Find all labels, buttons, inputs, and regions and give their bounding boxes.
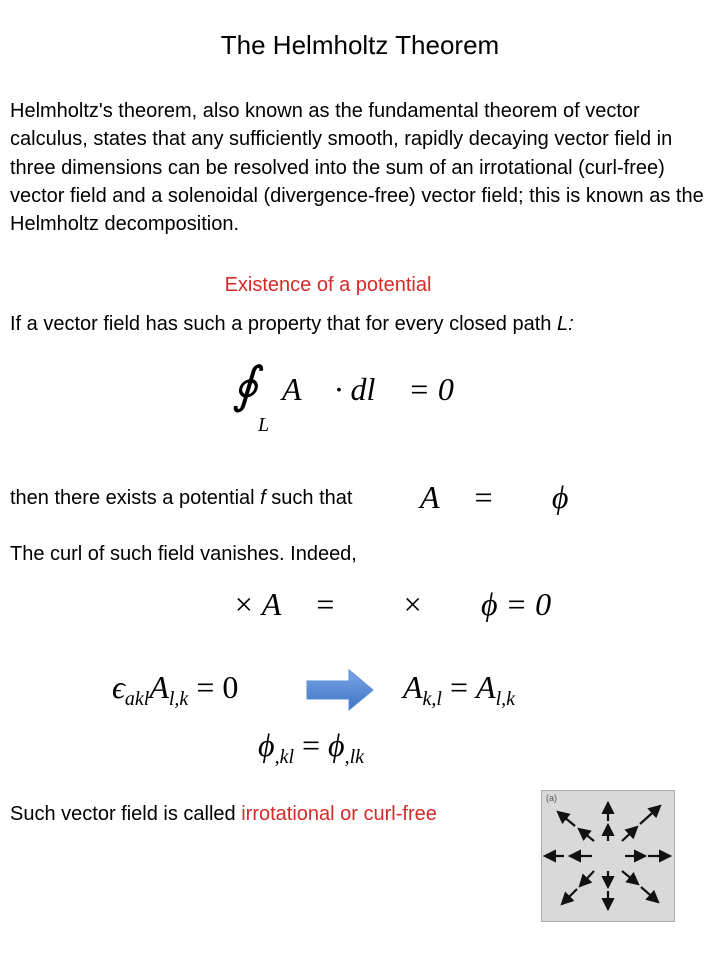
potential-equation: A⃗ = ∇⃗ϕ [420,479,569,515]
figure-label: (a) [546,793,557,803]
phi-equation [258,726,364,767]
closed-path-variable: L: [556,313,574,335]
epsilon-subscript: akl [124,688,150,710]
phi-equals: = [294,727,329,763]
levi-civita-equation [112,668,238,709]
curl-equation: ∇⃗ × A⃗ = ∇⃗ × ∇⃗ϕ = 0 [175,586,552,622]
radial-arrows-icon [542,791,674,921]
potential-sentence-2: such that [265,487,353,509]
conclusion-highlight: irrotational or curl-free [241,803,437,825]
sym-rhs: A [476,669,496,705]
page-title: The Helmholtz Theorem [220,30,500,60]
closed-path-text [10,312,574,336]
section-heading: Existence of a potential [224,274,432,296]
sym-equals: = [441,669,477,705]
phi-lhs: ϕ [258,727,275,763]
a-subscript: l,k [168,688,189,710]
contour-integral-symbol: ∮ [232,356,259,414]
a-symbol: A [149,669,169,705]
integral-equation [232,350,454,440]
potential-text [10,486,352,510]
phi-rhs-subscript: ,lk [344,746,365,768]
intro-paragraph: Helmholtz's theorem, also known as the fundamental theorem of vector calculus, states that any sufficiently smooth, rapidly decaying vector field in three dimensions can be resolved into the sum of an irrotational (curl-free) vector field and a solenoidal (divergence-free) vector field; this is known as the Helmholtz decomposition. [10,100,704,236]
closed-path-sentence: If a vector field has such a property that for every closed path [10,313,557,335]
sym-lhs-subscript: k,l [422,688,442,710]
symmetry-equation [403,668,515,709]
irrotational-field-figure [541,790,675,922]
levi-rhs: = 0 [188,669,239,705]
sym-rhs-subscript: l,k [495,688,516,710]
phi-rhs: ϕ [328,727,345,763]
phi-lhs-subscript: ,kl [274,746,294,768]
sym-lhs: A [403,669,423,705]
epsilon: ϵ [112,669,125,705]
integral-body: A⃗ · dl⃗ = 0 [282,371,454,407]
integral-subscript: L [258,414,270,436]
potential-sentence-1: then there exists a potential [10,487,261,509]
conclusion-text [10,802,437,826]
conclusion-sentence: Such vector field is called [10,803,242,825]
implies-arrow-icon [305,668,375,712]
curl-text: The curl of such field vanishes. Indeed, [10,543,357,565]
potential-variable: f [260,487,266,509]
